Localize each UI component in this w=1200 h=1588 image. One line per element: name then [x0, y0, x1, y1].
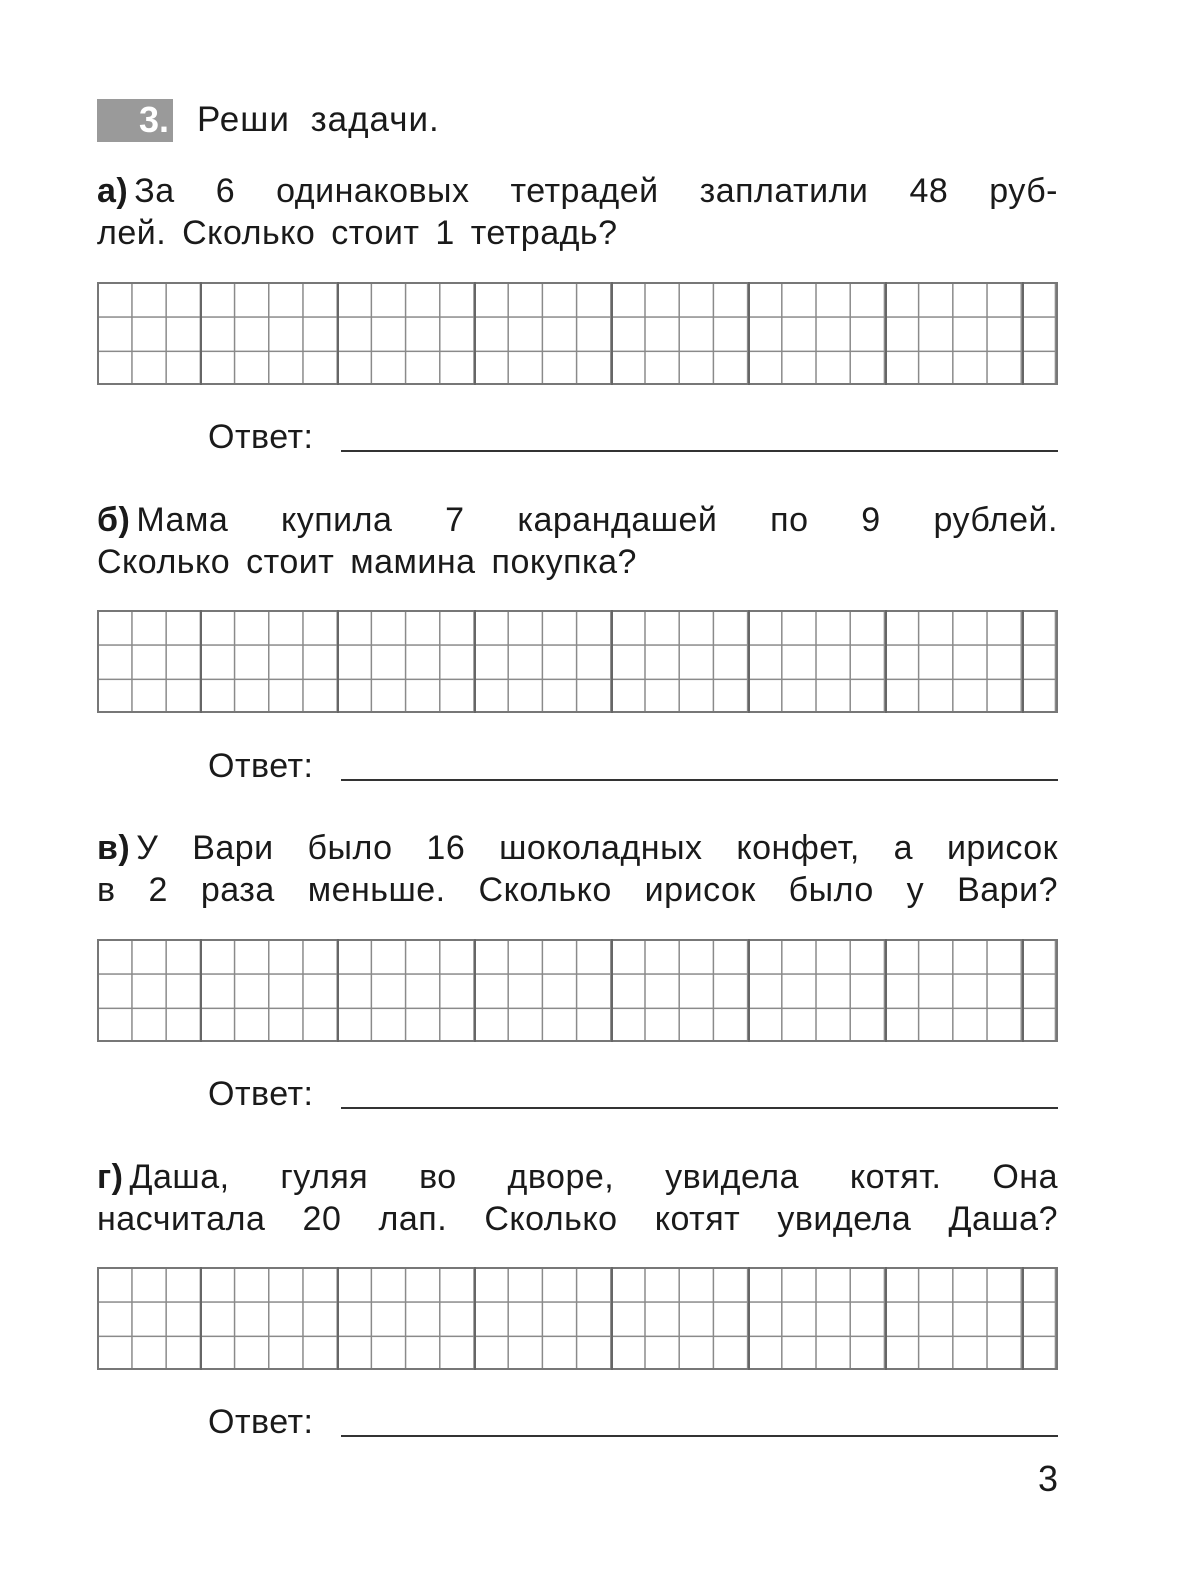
page-number: 3 — [1037, 1458, 1058, 1499]
task-v-line-1: У Вари было 16 шоколадных конфет, а ирисок — [136, 829, 1058, 867]
task-g-line-1: Даша, гуляя во дворе, увидела котят. Она — [129, 1158, 1058, 1196]
task-v-answer-row — [208, 1075, 1058, 1115]
task-g-label: г) — [97, 1158, 124, 1196]
task-a-answer-row — [208, 418, 1058, 458]
task-g-answer-row — [208, 1403, 1058, 1443]
task-b-label: б) — [97, 501, 131, 539]
task-a-work-grid[interactable] — [97, 282, 1058, 385]
task-g-work-grid[interactable] — [97, 1267, 1058, 1370]
task-b-answer-row — [208, 747, 1058, 787]
task-a-line-2: лей. Сколько стоит 1 тетрадь? — [97, 214, 618, 252]
task-v-answer-field[interactable] — [341, 1107, 1058, 1109]
task-a-answer-label: Ответ: — [208, 418, 314, 456]
task-b-answer-field[interactable] — [341, 779, 1058, 781]
task-b-line-2: Сколько стоит мамина покупка? — [97, 543, 637, 581]
task-g-text — [97, 1156, 1058, 1240]
exercise-header — [97, 96, 440, 144]
task-g-answer-label: Ответ: — [208, 1403, 314, 1441]
task-b-work-grid[interactable] — [97, 610, 1058, 713]
task-g-answer-field[interactable] — [341, 1435, 1058, 1437]
task-a-label: а) — [97, 172, 129, 210]
task-b-text — [97, 499, 1058, 583]
task-a-answer-field[interactable] — [341, 450, 1058, 452]
task-v-line-2: в 2 раза меньше. Сколько ирисок было у Вари? — [97, 871, 1058, 909]
task-a-line-1: За 6 одинаковых тетрадей заплатили 48 руб- — [134, 172, 1058, 210]
task-v-label: в) — [97, 829, 131, 867]
task-v-text — [97, 827, 1058, 911]
task-g-line-2: насчитала 20 лап. Сколько котят увидела Даша? — [97, 1200, 1058, 1238]
task-v-work-grid[interactable] — [97, 939, 1058, 1042]
task-a-text — [97, 170, 1058, 254]
exercise-title: Реши задачи. — [197, 100, 440, 139]
task-b-line-1: Мама купила 7 карандашей по 9 рублей. — [136, 501, 1058, 539]
task-v-answer-label: Ответ: — [208, 1075, 314, 1113]
exercise-number-badge: 3. — [97, 99, 173, 142]
task-b-answer-label: Ответ: — [208, 747, 314, 785]
